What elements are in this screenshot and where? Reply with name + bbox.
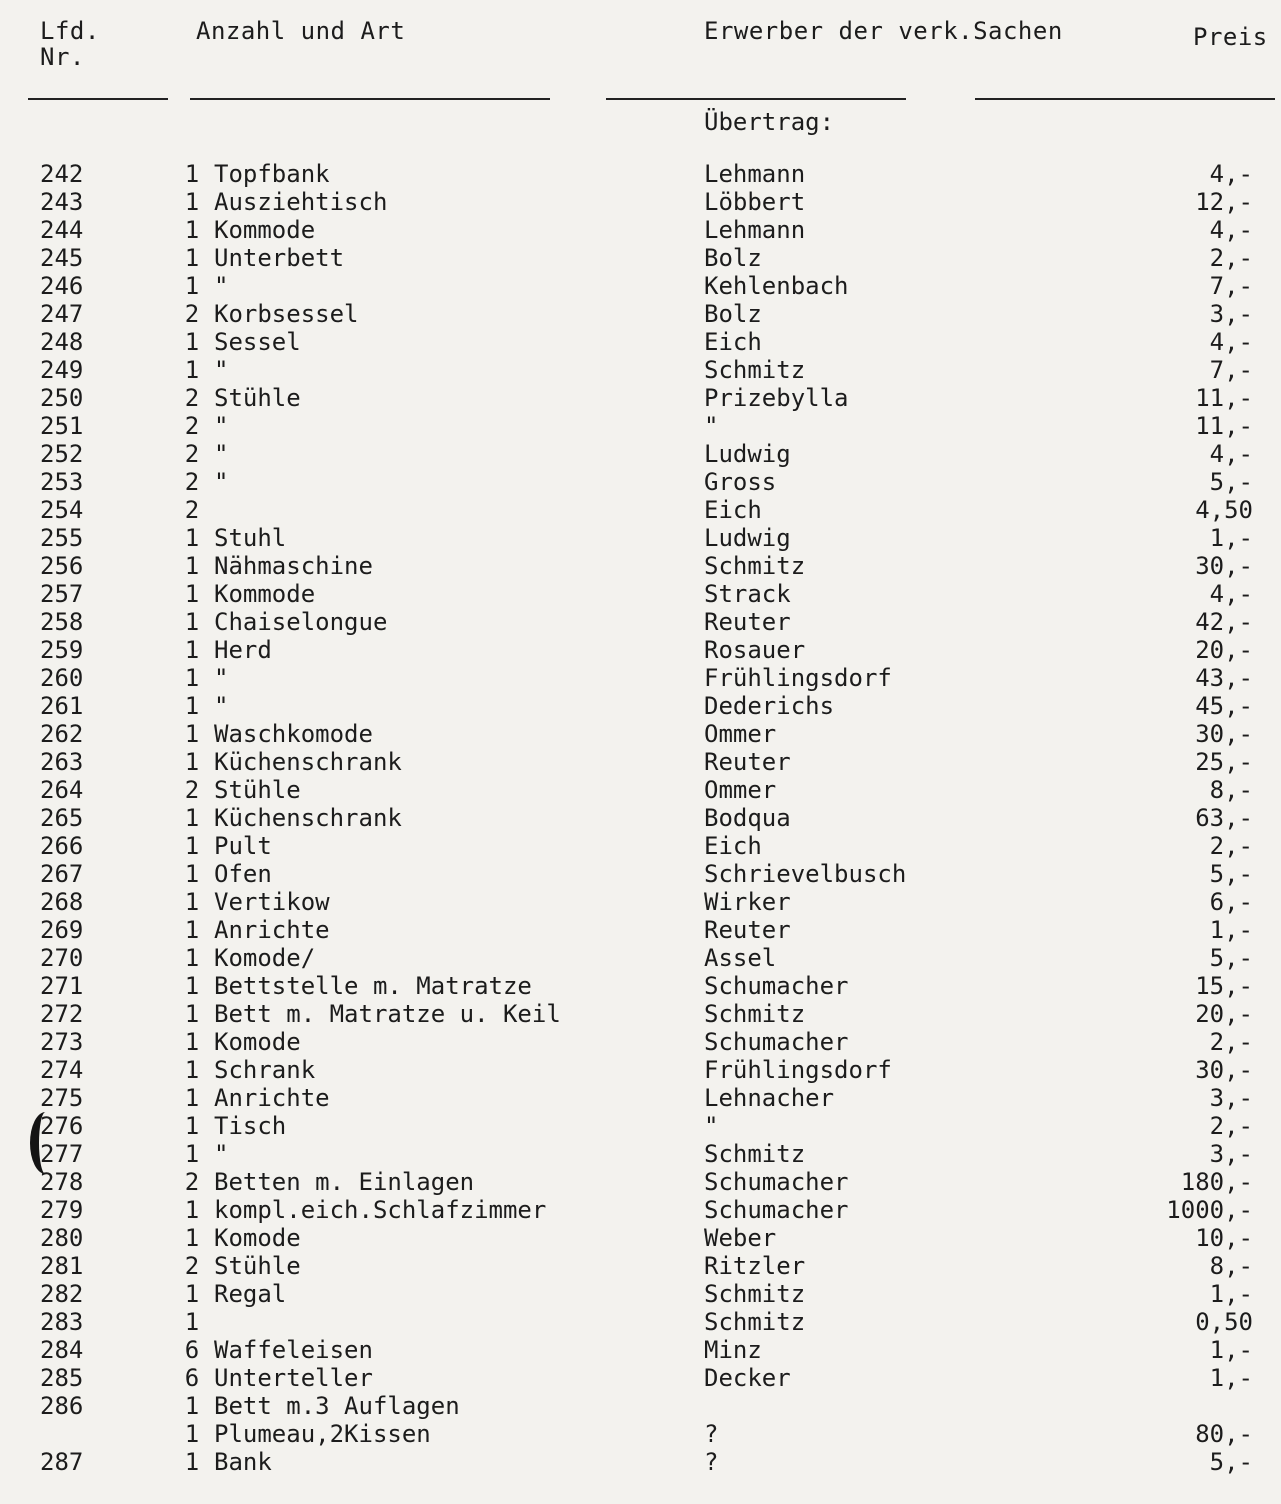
row-number: 253 (40, 468, 84, 496)
row-price: 4,50 (1195, 496, 1253, 524)
row-quantity: 1 (184, 1224, 200, 1252)
row-quantity: 1 (184, 1056, 200, 1084)
row-number: 250 (40, 384, 84, 412)
row-buyer: Lehmann (704, 160, 806, 188)
row-number: 271 (40, 972, 84, 1000)
row-item: " (214, 356, 229, 384)
row-number: 242 (40, 160, 84, 188)
table-row (0, 944, 1281, 972)
table-row (0, 1420, 1281, 1448)
row-number: 273 (40, 1028, 84, 1056)
row-number: 274 (40, 1056, 84, 1084)
row-price: 5,- (1209, 1448, 1253, 1476)
row-buyer: Bolz (704, 244, 762, 272)
row-quantity: 1 (184, 888, 200, 916)
table-row (0, 664, 1281, 692)
row-item: Komode (214, 1224, 301, 1252)
row-buyer: Schmitz (704, 356, 806, 384)
row-quantity: 6 (184, 1364, 200, 1392)
row-buyer: " (704, 412, 719, 440)
header-erwerber: Erwerber der verk.Sachen (704, 17, 1063, 45)
row-quantity: 2 (184, 496, 200, 524)
table-row (0, 216, 1281, 244)
table-row (0, 1392, 1281, 1420)
row-number: 254 (40, 496, 84, 524)
row-buyer: Schumacher (704, 972, 849, 1000)
row-number: 287 (40, 1448, 84, 1476)
table-row (0, 1000, 1281, 1028)
row-number: 277 (40, 1140, 84, 1168)
row-quantity: 2 (184, 440, 200, 468)
row-quantity: 1 (184, 1140, 200, 1168)
row-price: 7,- (1209, 272, 1253, 300)
table-row (0, 860, 1281, 888)
table-row (0, 272, 1281, 300)
row-buyer: Ludwig (704, 524, 791, 552)
carry-over-label: Übertrag: (704, 108, 835, 136)
row-number: 257 (40, 580, 84, 608)
row-price: 5,- (1209, 468, 1253, 496)
row-price: 2,- (1209, 832, 1253, 860)
row-buyer: Eich (704, 496, 762, 524)
row-quantity: 1 (184, 1196, 200, 1224)
row-item: Sessel (214, 328, 301, 356)
row-buyer: Ommer (704, 720, 777, 748)
row-number: 264 (40, 776, 84, 804)
row-number: 280 (40, 1224, 84, 1252)
row-quantity: 1 (184, 244, 200, 272)
table-row (0, 1308, 1281, 1336)
row-buyer: Schmitz (704, 1280, 806, 1308)
row-item: Plumeau,2Kissen (214, 1420, 431, 1448)
row-buyer: Gross (704, 468, 777, 496)
table-row (0, 1448, 1281, 1476)
row-quantity: 1 (184, 160, 200, 188)
row-item: " (214, 1140, 229, 1168)
row-buyer: Schumacher (704, 1196, 849, 1224)
row-buyer: Minz (704, 1336, 762, 1364)
table-row (0, 160, 1281, 188)
table-row (0, 636, 1281, 664)
row-price: 6,- (1209, 888, 1253, 916)
table-row (0, 1056, 1281, 1084)
row-buyer: Löbbert (704, 188, 806, 216)
row-item: Stuhl (214, 524, 287, 552)
row-quantity: 2 (184, 412, 200, 440)
row-quantity: 2 (184, 300, 200, 328)
row-buyer: Wirker (704, 888, 791, 916)
row-quantity: 1 (184, 1308, 200, 1336)
row-price: 30,- (1195, 552, 1253, 580)
row-price: 4,- (1209, 328, 1253, 356)
row-quantity: 1 (184, 328, 200, 356)
row-buyer: Schmitz (704, 552, 806, 580)
row-buyer: Reuter (704, 748, 791, 776)
row-quantity: 1 (184, 356, 200, 384)
row-buyer: Eich (704, 832, 762, 860)
row-quantity: 2 (184, 384, 200, 412)
row-quantity: 6 (184, 1336, 200, 1364)
row-quantity: 1 (184, 944, 200, 972)
row-buyer: Schmitz (704, 1000, 806, 1028)
row-buyer: Schumacher (704, 1028, 849, 1056)
row-number: 283 (40, 1308, 84, 1336)
row-item: Ofen (214, 860, 272, 888)
row-buyer: Ritzler (704, 1252, 806, 1280)
row-number: 268 (40, 888, 84, 916)
table-row (0, 608, 1281, 636)
table-row (0, 244, 1281, 272)
row-buyer: Ommer (704, 776, 777, 804)
row-quantity: 1 (184, 1112, 200, 1140)
row-item: " (214, 664, 229, 692)
row-quantity: 1 (184, 972, 200, 1000)
row-price: 11,- (1195, 384, 1253, 412)
table-row (0, 1224, 1281, 1252)
row-quantity: 1 (184, 580, 200, 608)
table-row (0, 916, 1281, 944)
table-row (0, 1336, 1281, 1364)
table-row (0, 328, 1281, 356)
row-price: 4,- (1209, 440, 1253, 468)
row-item: " (214, 440, 229, 468)
row-price: 10,- (1195, 1224, 1253, 1252)
row-number: 246 (40, 272, 84, 300)
row-item: Stühle (214, 1252, 301, 1280)
row-item: Topfbank (214, 160, 330, 188)
row-quantity: 1 (184, 272, 200, 300)
row-buyer: Frühlingsdorf (704, 1056, 892, 1084)
row-number: 256 (40, 552, 84, 580)
table-row (0, 552, 1281, 580)
row-item: Pult (214, 832, 272, 860)
row-quantity: 1 (184, 916, 200, 944)
row-quantity: 1 (184, 748, 200, 776)
table-row (0, 440, 1281, 468)
row-quantity: 1 (184, 524, 200, 552)
row-buyer: Prizebylla (704, 384, 849, 412)
header-rule-nr (28, 98, 168, 100)
table-row (0, 692, 1281, 720)
table-row (0, 1112, 1281, 1140)
row-item: " (214, 692, 229, 720)
row-price: 12,- (1195, 188, 1253, 216)
row-price: 3,- (1209, 1084, 1253, 1112)
row-item: Bank (214, 1448, 272, 1476)
row-price: 11,- (1195, 412, 1253, 440)
row-buyer: Decker (704, 1364, 791, 1392)
row-buyer: Schmitz (704, 1308, 806, 1336)
row-quantity: 1 (184, 1028, 200, 1056)
table-row (0, 384, 1281, 412)
table-row (0, 748, 1281, 776)
table-row (0, 804, 1281, 832)
row-buyer: ? (704, 1448, 719, 1476)
header-preis: Preis (1193, 23, 1268, 51)
table-row (0, 300, 1281, 328)
row-number: 266 (40, 832, 84, 860)
row-buyer: Weber (704, 1224, 777, 1252)
row-price: 20,- (1195, 636, 1253, 664)
table-row (0, 972, 1281, 1000)
row-quantity: 1 (184, 832, 200, 860)
row-price: 3,- (1209, 1140, 1253, 1168)
table-row (0, 1196, 1281, 1224)
row-quantity: 1 (184, 636, 200, 664)
row-number: 270 (40, 944, 84, 972)
row-item: Komode (214, 1028, 301, 1056)
row-number: 247 (40, 300, 84, 328)
row-item: Unterbett (214, 244, 345, 272)
table-row (0, 356, 1281, 384)
table-row (0, 1028, 1281, 1056)
row-number: 269 (40, 916, 84, 944)
row-price: 1,- (1209, 1336, 1253, 1364)
row-item: Korbsessel (214, 300, 359, 328)
table-row (0, 580, 1281, 608)
row-price: 30,- (1195, 1056, 1253, 1084)
table-row (0, 496, 1281, 524)
row-number: 249 (40, 356, 84, 384)
row-buyer: Schmitz (704, 1140, 806, 1168)
row-item: Tisch (214, 1112, 287, 1140)
row-number: 252 (40, 440, 84, 468)
row-buyer: Reuter (704, 916, 791, 944)
row-item: Waffeleisen (214, 1336, 373, 1364)
row-number: 261 (40, 692, 84, 720)
row-quantity: 1 (184, 664, 200, 692)
row-item: Betten m. Einlagen (214, 1168, 475, 1196)
table-row (0, 188, 1281, 216)
row-item: Chaiselongue (214, 608, 388, 636)
row-price: 5,- (1209, 860, 1253, 888)
row-buyer: Lehnacher (704, 1084, 835, 1112)
row-item: " (214, 272, 229, 300)
header-rule-art (190, 98, 550, 100)
row-item: Küchenschrank (214, 804, 402, 832)
row-quantity: 1 (184, 188, 200, 216)
row-price: 1,- (1209, 1364, 1253, 1392)
row-buyer: Ludwig (704, 440, 791, 468)
row-buyer: Kehlenbach (704, 272, 849, 300)
row-number: 285 (40, 1364, 84, 1392)
row-quantity: 2 (184, 1168, 200, 1196)
row-price: 1000,- (1166, 1196, 1253, 1224)
row-quantity: 2 (184, 1252, 200, 1280)
row-item: Kommode (214, 216, 316, 244)
row-number: 286 (40, 1392, 84, 1420)
row-price: 25,- (1195, 748, 1253, 776)
row-item: Vertikow (214, 888, 330, 916)
row-number: 281 (40, 1252, 84, 1280)
row-item: Bett m. Matratze u. Keil (214, 1000, 561, 1028)
row-quantity: 1 (184, 860, 200, 888)
row-buyer: Bodqua (704, 804, 791, 832)
row-number: 259 (40, 636, 84, 664)
table-row (0, 412, 1281, 440)
row-buyer: Bolz (704, 300, 762, 328)
row-price: 20,- (1195, 1000, 1253, 1028)
row-buyer: " (704, 1112, 719, 1140)
row-price: 4,- (1209, 216, 1253, 244)
row-price: 80,- (1195, 1420, 1253, 1448)
header-lfd-nr: Lfd. Nr. (40, 17, 100, 71)
table-row (0, 1280, 1281, 1308)
row-price: 30,- (1195, 720, 1253, 748)
row-buyer: Reuter (704, 608, 791, 636)
row-price: 8,- (1209, 1252, 1253, 1280)
row-price: 180,- (1180, 1168, 1253, 1196)
row-number: 251 (40, 412, 84, 440)
row-item: " (214, 468, 229, 496)
row-number: 272 (40, 1000, 84, 1028)
row-price: 63,- (1195, 804, 1253, 832)
row-item: " (214, 412, 229, 440)
row-quantity: 1 (184, 216, 200, 244)
row-price: 15,- (1195, 972, 1253, 1000)
row-buyer: Strack (704, 580, 791, 608)
row-number: 267 (40, 860, 84, 888)
row-number: 265 (40, 804, 84, 832)
row-item: Unterteller (214, 1364, 373, 1392)
row-number: 275 (40, 1084, 84, 1112)
row-price: 2,- (1209, 244, 1253, 272)
row-price: 4,- (1209, 580, 1253, 608)
row-quantity: 1 (184, 1280, 200, 1308)
row-item: Stühle (214, 776, 301, 804)
row-item: Herd (214, 636, 272, 664)
row-price: 0,50 (1195, 1308, 1253, 1336)
row-item: Regal (214, 1280, 287, 1308)
row-item: Ausziehtisch (214, 188, 388, 216)
row-quantity: 2 (184, 776, 200, 804)
row-quantity: 1 (184, 1420, 200, 1448)
row-item: Bett m.3 Auflagen (214, 1392, 460, 1420)
header-rule-buyer (606, 98, 906, 100)
row-number: 279 (40, 1196, 84, 1224)
row-price: 43,- (1195, 664, 1253, 692)
row-quantity: 1 (184, 804, 200, 832)
table-header (0, 0, 1281, 110)
row-quantity: 1 (184, 1000, 200, 1028)
row-item: Bettstelle m. Matratze (214, 972, 532, 1000)
row-quantity: 1 (184, 720, 200, 748)
row-price: 4,- (1209, 160, 1253, 188)
row-buyer: Schumacher (704, 1168, 849, 1196)
header-rule-price (975, 98, 1275, 100)
row-buyer: Eich (704, 328, 762, 356)
table-row (0, 720, 1281, 748)
row-number: 248 (40, 328, 84, 356)
table-row (0, 776, 1281, 804)
row-number: 282 (40, 1280, 84, 1308)
row-number: 276 (40, 1112, 84, 1140)
row-price: 2,- (1209, 1112, 1253, 1140)
row-quantity: 2 (184, 468, 200, 496)
row-quantity: 1 (184, 692, 200, 720)
table-row (0, 468, 1281, 496)
row-item: Waschkomode (214, 720, 373, 748)
table-row (0, 832, 1281, 860)
row-quantity: 1 (184, 552, 200, 580)
row-number: 243 (40, 188, 84, 216)
row-price: 5,- (1209, 944, 1253, 972)
row-item: Schrank (214, 1056, 316, 1084)
row-buyer: Lehmann (704, 216, 806, 244)
table-row (0, 524, 1281, 552)
table-row (0, 1168, 1281, 1196)
row-price: 1,- (1209, 524, 1253, 552)
row-number: 278 (40, 1168, 84, 1196)
row-price: 45,- (1195, 692, 1253, 720)
row-item: Stühle (214, 384, 301, 412)
row-number: 255 (40, 524, 84, 552)
row-price: 8,- (1209, 776, 1253, 804)
row-item: Komode/ (214, 944, 316, 972)
row-buyer: Assel (704, 944, 777, 972)
row-price: 2,- (1209, 1028, 1253, 1056)
row-number: 258 (40, 608, 84, 636)
row-number: 284 (40, 1336, 84, 1364)
table-row (0, 1364, 1281, 1392)
table-row (0, 1084, 1281, 1112)
row-number: 244 (40, 216, 84, 244)
row-item: Anrichte (214, 916, 330, 944)
row-buyer: Schrievelbusch (704, 860, 907, 888)
row-number: 262 (40, 720, 84, 748)
row-item: Kommode (214, 580, 316, 608)
row-price: 1,- (1209, 1280, 1253, 1308)
row-price: 1,- (1209, 916, 1253, 944)
row-number: 263 (40, 748, 84, 776)
table-row (0, 1252, 1281, 1280)
row-price: 7,- (1209, 356, 1253, 384)
table-row (0, 1140, 1281, 1168)
row-buyer: ? (704, 1420, 719, 1448)
row-number: 260 (40, 664, 84, 692)
row-price: 3,- (1209, 300, 1253, 328)
row-buyer: Dederichs (704, 692, 835, 720)
table-row (0, 888, 1281, 916)
row-quantity: 1 (184, 1392, 200, 1420)
row-number: 245 (40, 244, 84, 272)
row-quantity: 1 (184, 1448, 200, 1476)
row-quantity: 1 (184, 1084, 200, 1112)
row-buyer: Rosauer (704, 636, 806, 664)
row-item: Nähmaschine (214, 552, 373, 580)
row-item: kompl.eich.Schlafzimmer (214, 1196, 547, 1224)
ink-blot-mark (30, 1112, 61, 1174)
row-item: Küchenschrank (214, 748, 402, 776)
row-quantity: 1 (184, 608, 200, 636)
row-item: Anrichte (214, 1084, 330, 1112)
row-price: 42,- (1195, 608, 1253, 636)
header-anzahl-art: Anzahl und Art (196, 17, 406, 45)
row-buyer: Frühlingsdorf (704, 664, 892, 692)
